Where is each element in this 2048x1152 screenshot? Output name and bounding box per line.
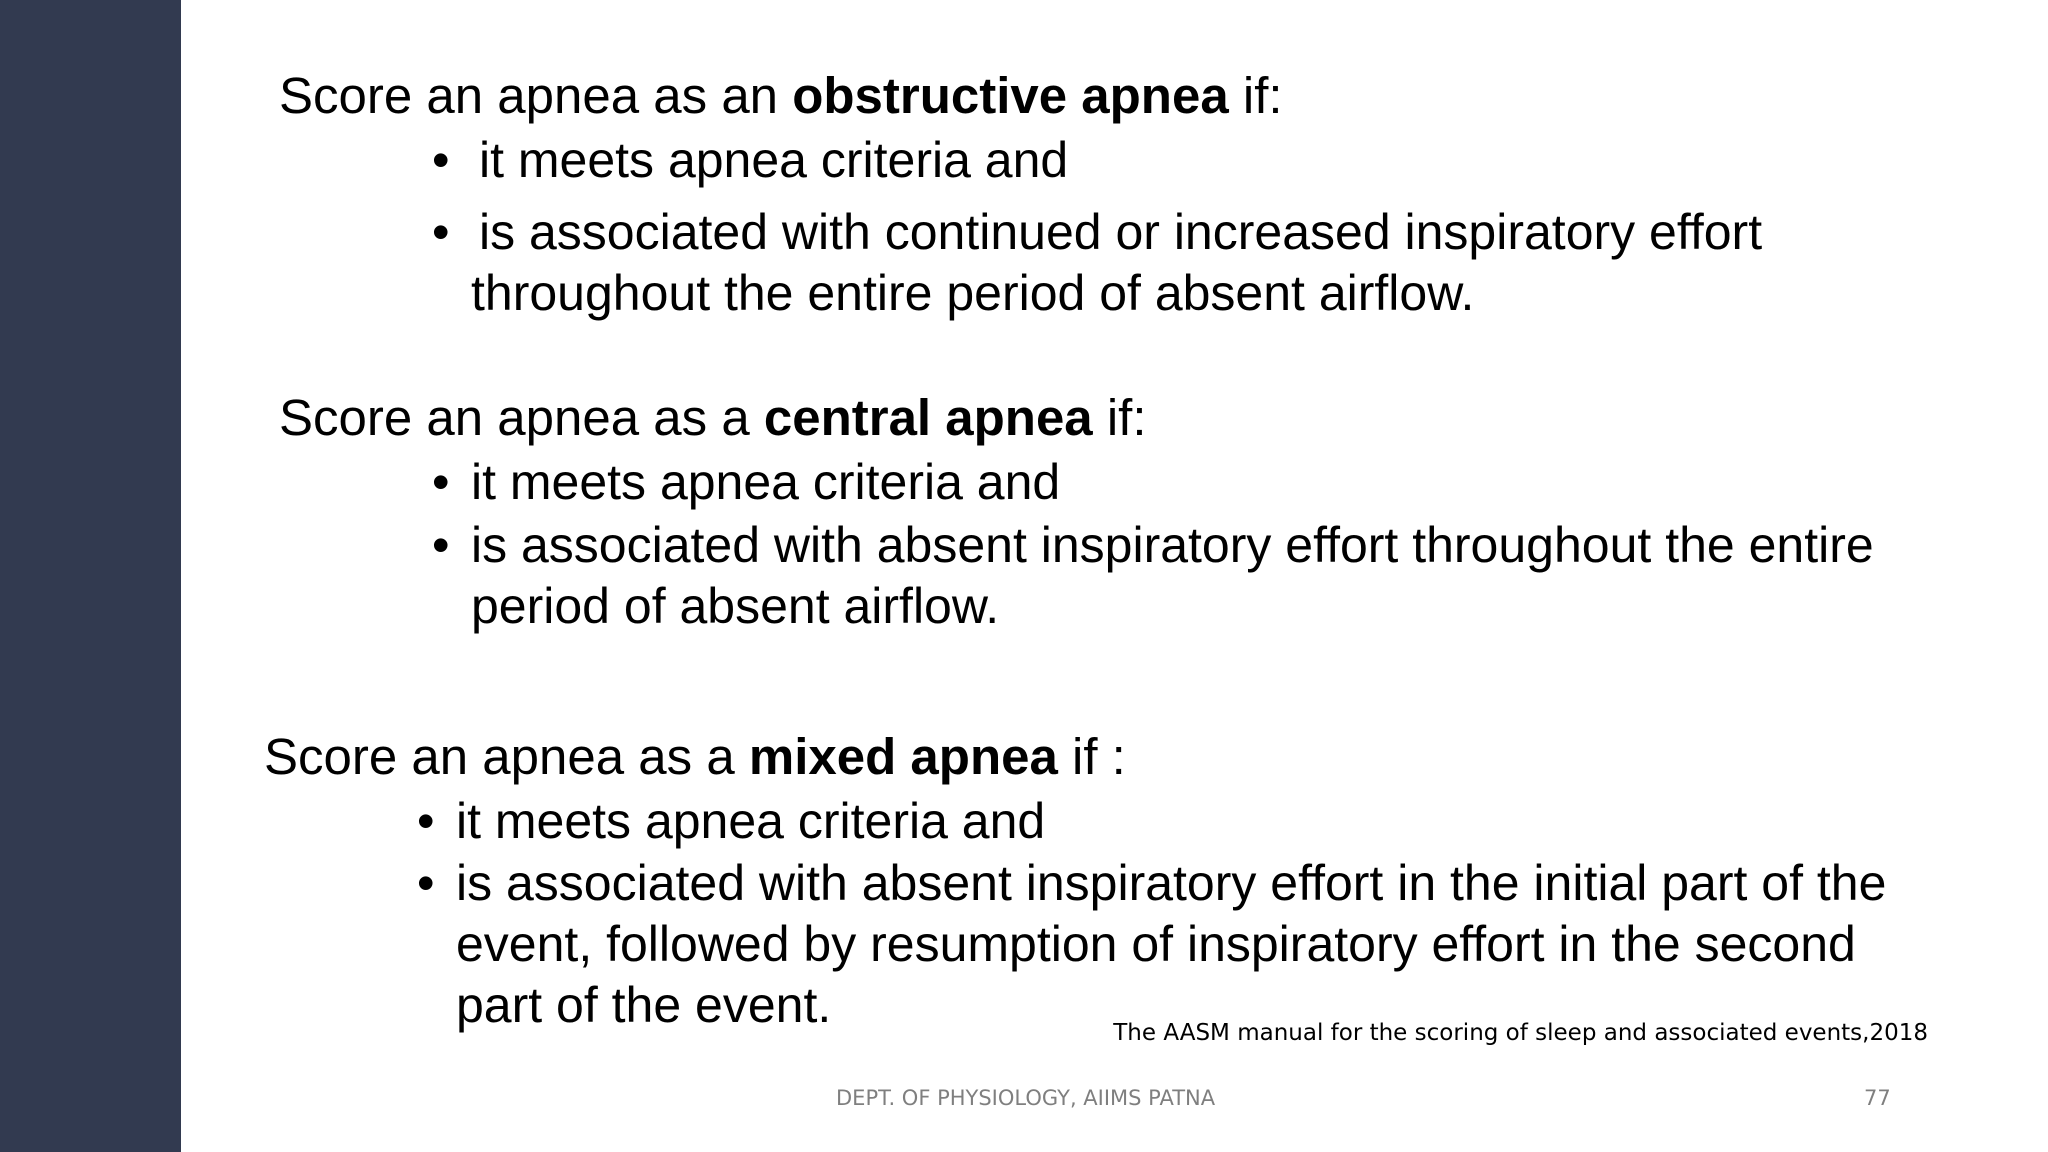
bullet-text-continued: part of the event. xyxy=(456,977,832,1033)
sidebar-band xyxy=(0,0,181,1152)
mixed-apnea-heading xyxy=(264,727,1126,787)
bullet-text-continued: event, followed by resumption of inspiratory effort in the second xyxy=(456,916,1856,972)
bullet-text-continued: period of absent airflow. xyxy=(471,578,1000,634)
heading-suffix: if : xyxy=(1057,728,1126,785)
heading-term: mixed apnea xyxy=(748,728,1058,785)
obstructive-apnea-heading xyxy=(279,66,1283,126)
page-number: 77 xyxy=(1864,1086,1891,1110)
bullet-icon: • xyxy=(432,517,450,573)
citation: The AASM manual for the scoring of sleep and associated events,2018 xyxy=(1113,1020,1928,1046)
bullet-icon: • xyxy=(432,204,450,260)
bullet-text: it meets apnea criteria and xyxy=(479,132,1069,188)
bullet-icon: • xyxy=(417,855,435,911)
bullet-icon: • xyxy=(432,454,450,510)
heading-prefix: Score an apnea as a xyxy=(264,728,749,785)
heading-suffix: if: xyxy=(1092,389,1147,446)
bullet-text-continued: throughout the entire period of absent airflow. xyxy=(471,265,1475,321)
heading-prefix: Score an apnea as a xyxy=(279,389,764,446)
central-apnea-heading xyxy=(279,388,1147,448)
heading-suffix: if: xyxy=(1228,67,1283,124)
bullet-text: is associated with absent inspiratory effort throughout the entire xyxy=(471,517,1874,573)
heading-term: obstructive apnea xyxy=(792,67,1229,124)
bullet-text: it meets apnea criteria and xyxy=(471,454,1061,510)
heading-prefix: Score an apnea as an xyxy=(279,67,793,124)
bullet-icon: • xyxy=(417,793,435,849)
bullet-icon: • xyxy=(432,132,450,188)
bullet-text: is associated with absent inspiratory effort in the initial part of the xyxy=(456,855,1887,911)
bullet-text: is associated with continued or increased inspiratory effort xyxy=(479,204,1763,260)
heading-term: central apnea xyxy=(763,389,1093,446)
bullet-text: it meets apnea criteria and xyxy=(456,793,1046,849)
footer-department: DEPT. OF PHYSIOLOGY, AIIMS PATNA xyxy=(836,1086,1216,1110)
